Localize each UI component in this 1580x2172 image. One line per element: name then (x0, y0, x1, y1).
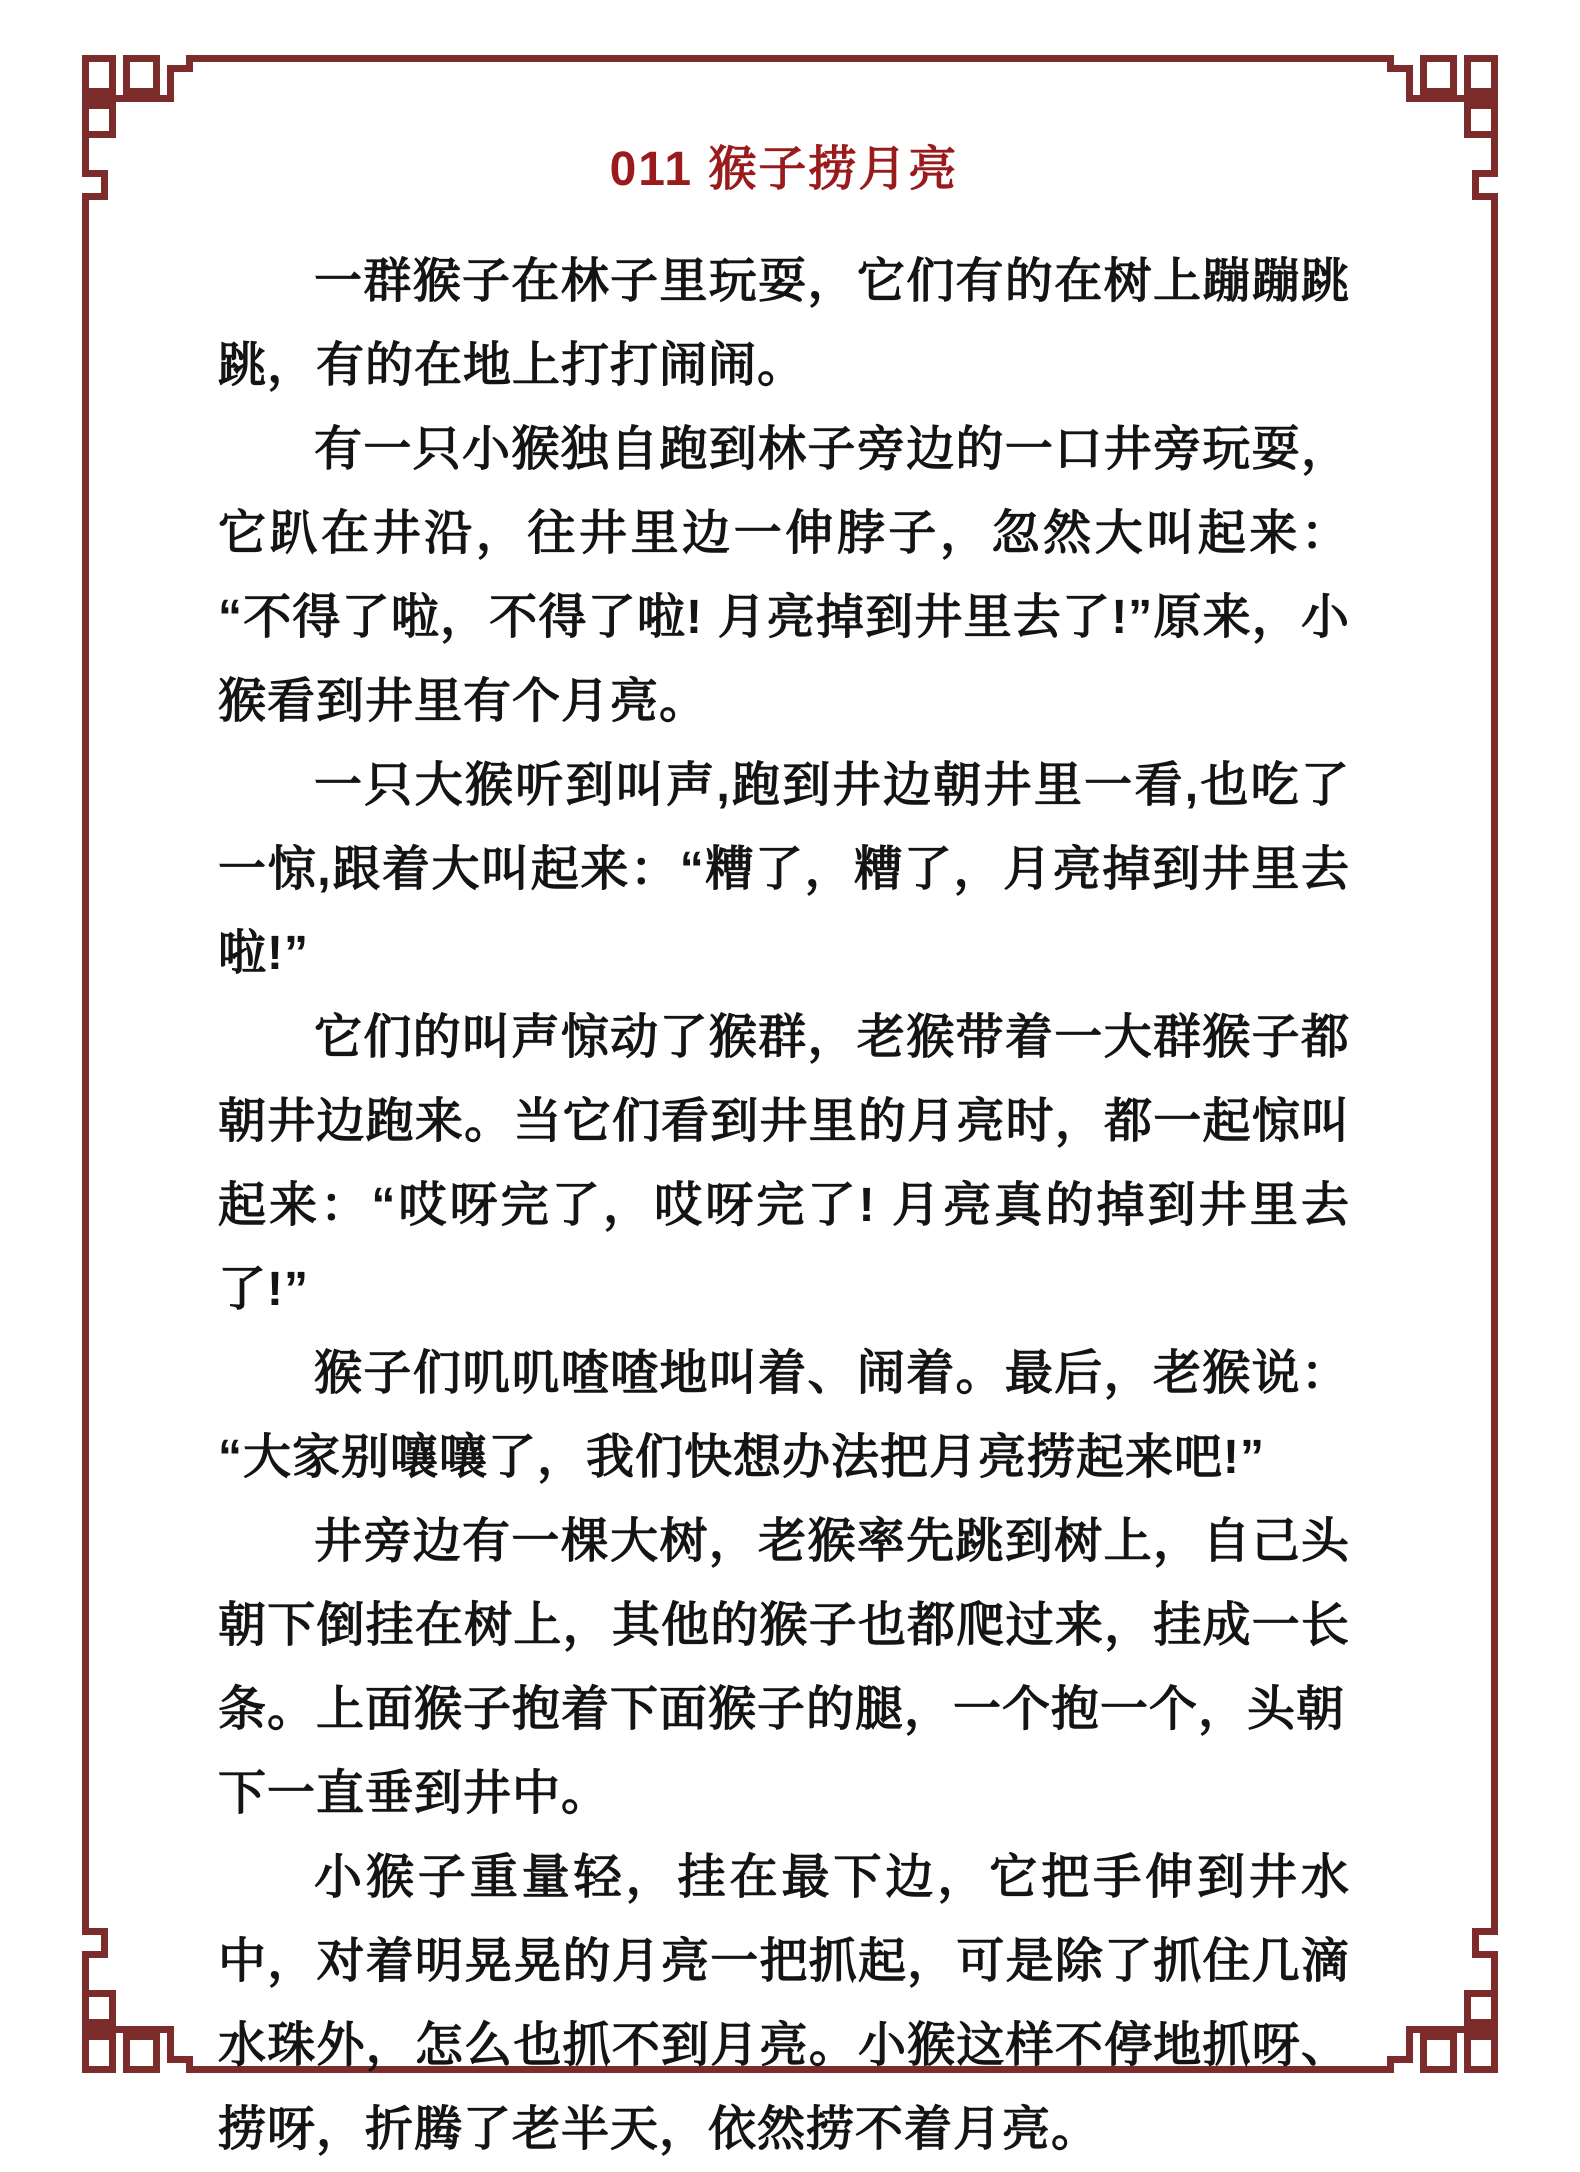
corner-fret-ornament-bottom-right (1328, 1843, 1498, 2073)
story-paragraph: 有一只小猴独自跑到林子旁边的一口井旁玩耍，它趴在井沿，往井里边一伸脖子，忽然大叫起来：“不得了啦，不得了啦! 月亮掉到井里去了!”原来，小猴看到井里有个月亮。 (218, 423, 1350, 728)
story-content (218, 138, 1350, 2172)
story-paragraph: 猴子们叽叽喳喳地叫着、闹着。最后，老猴说：“大家别嚷嚷了，我们快想办法把月亮捞起来吧!” (218, 1347, 1350, 1484)
frame-border-left (82, 285, 89, 1843)
fret-pattern-icon (1328, 55, 1498, 285)
fret-pattern-icon (1328, 1843, 1498, 2073)
story-body (218, 240, 1350, 2172)
page-title: 011 猴子捞月亮 (609, 143, 959, 196)
frame-border-right (1491, 285, 1498, 1843)
story-paragraph: 一只大猴听到叫声,跑到井边朝井里一看,也吃了一惊,跟着大叫起来：“糟了，糟了，月亮掉到井里去啦!” (218, 759, 1350, 980)
story-paragraph: 下一直垂到井中。 (218, 1767, 611, 1820)
frame-border-top (252, 55, 1328, 62)
story-paragraph: 一群猴子在林子里玩耍，它们有的在树上蹦蹦跳跳，有的在地上打打闹闹。 (218, 255, 1350, 392)
story-paragraph: 它们的叫声惊动了猴群，老猴带着一大群猴子都朝井边跑来。当它们看到井里的月亮时，都一起惊叫起来：“哎呀完了，哎呀完了! 月亮真的掉到井里去了!” (218, 1011, 1350, 1316)
corner-fret-ornament-top-right (1328, 55, 1498, 285)
story-paragraph: 小猴子重量轻，挂在最下边，它把手伸到井水中，对着明晃晃的月亮一把抓起，可是除了抓住几滴水珠外，怎么也抓不到月亮。小猴这样不停地抓呀、捞呀，折腾了老半天，依然捞不着月亮。 (218, 1851, 1350, 2156)
story-paragraph: 井旁边有一棵大树，老猴率先跳到树上，自己头朝下倒挂在树上，其他的猴子也都爬过来，挂成一长条。上面猴子抱着下面猴子的腿，一个抱一个，头朝 (218, 1515, 1350, 1736)
